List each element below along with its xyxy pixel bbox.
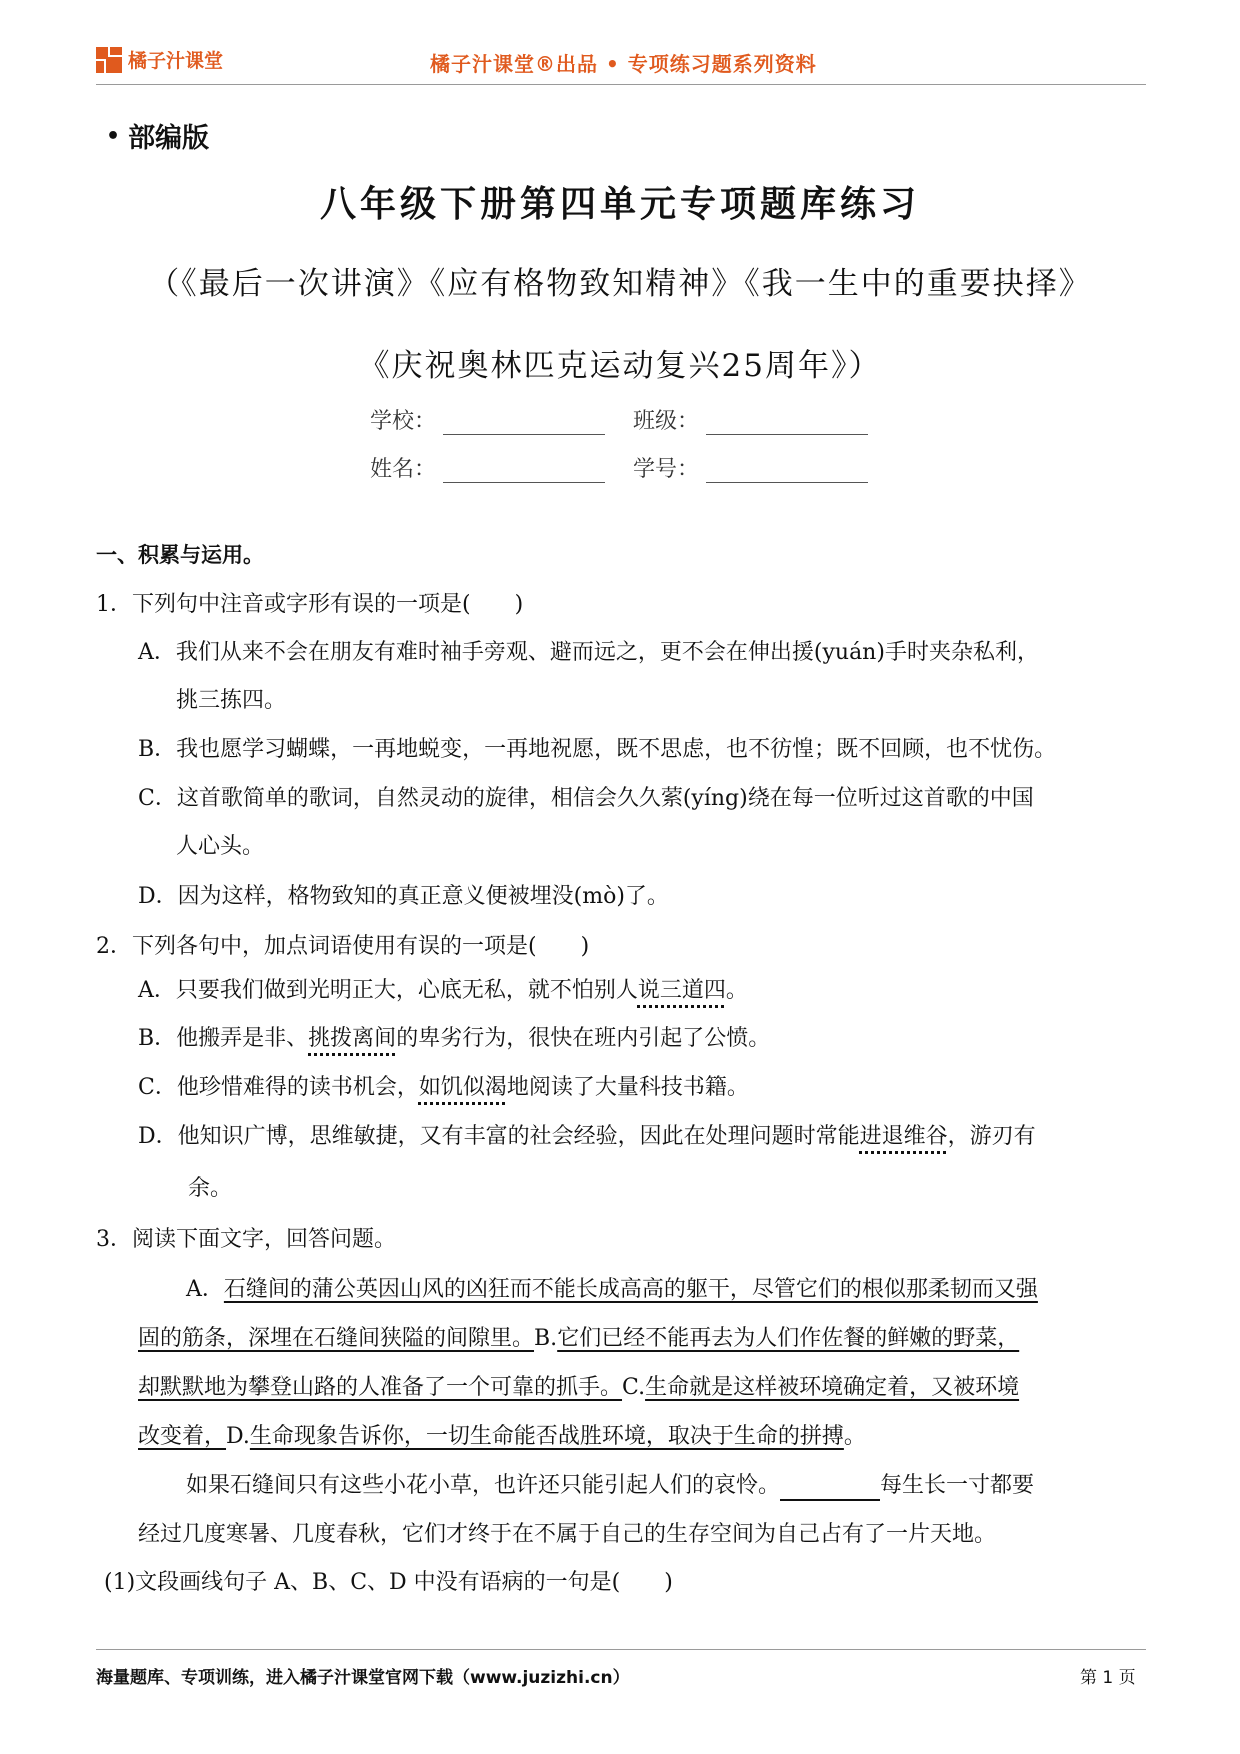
dotted-phrase: 说三道四	[637, 978, 726, 1003]
bullet-icon: •	[106, 124, 121, 149]
passage-line-2: 固的筋条，深埋在石缝间狭隘的间隙里。B.它们已经不能再去为人们作佐餐的鲜嫩的野菜，	[138, 1326, 1020, 1351]
page-title: 八年级下册第四单元专项题库练习	[319, 184, 920, 225]
question-3-stem: 3．阅读下面文字，回答问题。	[96, 1227, 396, 1252]
passage-line-1: A．石缝间的蒲公英因山风的凶狂而不能长成高高的躯干，尽管它们的根似那柔韧而又强	[186, 1277, 1038, 1302]
name-label: 姓名：	[370, 457, 437, 482]
question-1-option-a-cont: 挑三拣四。	[176, 688, 287, 713]
number-field[interactable]	[706, 460, 868, 483]
question-2-option-d: D．他知识广博，思维敏捷，又有丰富的社会经验，因此在处理问题时常能进退维谷，游刃有	[138, 1124, 1036, 1149]
edition-label: • 部编版	[106, 123, 210, 154]
dotted-phrase: 进退维谷	[859, 1124, 948, 1149]
subtitle-line-1: （《最后一次讲演》《应有格物致知精神》《我一生中的重要抉择》	[148, 266, 1092, 302]
school-label: 学校：	[370, 409, 437, 434]
dotted-phrase: 挑拨离间	[308, 1026, 397, 1051]
question-1-option-c: C．这首歌简单的歌词，自然灵动的旋律，相信会久久萦(yíng)绕在每一位听过这首歌的中国	[138, 786, 1034, 811]
subtitle-line-2: 《庆祝奥林匹克运动复兴25周年》）	[358, 348, 882, 384]
logo-icon	[96, 47, 122, 73]
page-header	[96, 44, 1146, 84]
question-1-option-b: B．我也愿学习蝴蝶，一再地蜕变，一再地祝愿，既不思虑，也不彷惶；既不回顾，也不忧伤。	[138, 737, 1057, 762]
question-2-option-d-cont: 余。	[188, 1176, 233, 1201]
question-2-stem: 2．下列各句中，加点词语使用有误的一项是( )	[96, 934, 590, 959]
class-field[interactable]	[706, 412, 868, 435]
header-title: 橘子汁课堂®出品 • 专项练习题系列资料	[430, 52, 817, 76]
passage-line-4: 改变着，D.生命现象告诉你，一切生命能否战胜环境，取决于生命的拼搏。	[138, 1424, 866, 1449]
question-2-option-b: B．他搬弄是非、挑拨离间的卑劣行为，很快在班内引起了公愤。	[138, 1026, 771, 1051]
fill-in-blank[interactable]	[780, 1477, 880, 1501]
question-2-option-c: C．他珍惜难得的读书机会，如饥似渴地阅读了大量科技书籍。	[138, 1075, 749, 1100]
brand-logo	[96, 46, 223, 73]
question-1-option-c-cont: 人心头。	[176, 834, 265, 859]
page-number: 第 1 页	[1080, 1668, 1136, 1688]
form-row-school-class	[370, 404, 868, 435]
passage-line-3: 却默默地为攀登山路的人准备了一个可靠的抓手。C.生命就是这样被环境确定着，又被环境	[138, 1375, 1020, 1400]
dotted-phrase: 如饥似渴	[418, 1075, 507, 1100]
question-1-option-d: D．因为这样，格物致知的真正意义便被埋没(mò)了。	[138, 884, 669, 909]
passage-paragraph-2-line-1: 如果石缝间只有这些小花小草，也许还只能引起人们的哀怜。 每生长一寸都要	[186, 1471, 1034, 1501]
question-2-option-a: A．只要我们做到光明正大，心底无私，就不怕别人说三道四。	[138, 978, 748, 1003]
header-divider	[96, 84, 1146, 85]
school-field[interactable]	[443, 412, 605, 435]
passage-paragraph-2-line-2: 经过几度寒暑、几度春秋，它们才终于在不属于自己的生存空间为自己占有了一片天地。	[138, 1522, 997, 1547]
footer-text: 海量题库、专项训练，进入橘子汁课堂官网下载（www.juzizhi.cn）	[96, 1668, 630, 1688]
question-1-option-a: A．我们从来不会在朋友有难时袖手旁观、避而远之，更不会在伸出援(yuán)手时夹杂私利，	[138, 640, 1039, 665]
form-row-name-number	[370, 452, 868, 483]
section-heading: 一、积累与运用。	[96, 543, 264, 567]
question-3-sub-1: (1)文段画线句子 A、B、C、D 中没有语病的一句是( )	[104, 1570, 673, 1595]
footer-divider	[96, 1649, 1146, 1650]
question-1-stem: 1．下列句中注音或字形有误的一项是( )	[96, 592, 524, 617]
class-label: 班级：	[633, 409, 700, 434]
logo-text: 橘子汁课堂	[128, 50, 224, 72]
name-field[interactable]	[443, 460, 605, 483]
number-label: 学号：	[633, 457, 700, 482]
